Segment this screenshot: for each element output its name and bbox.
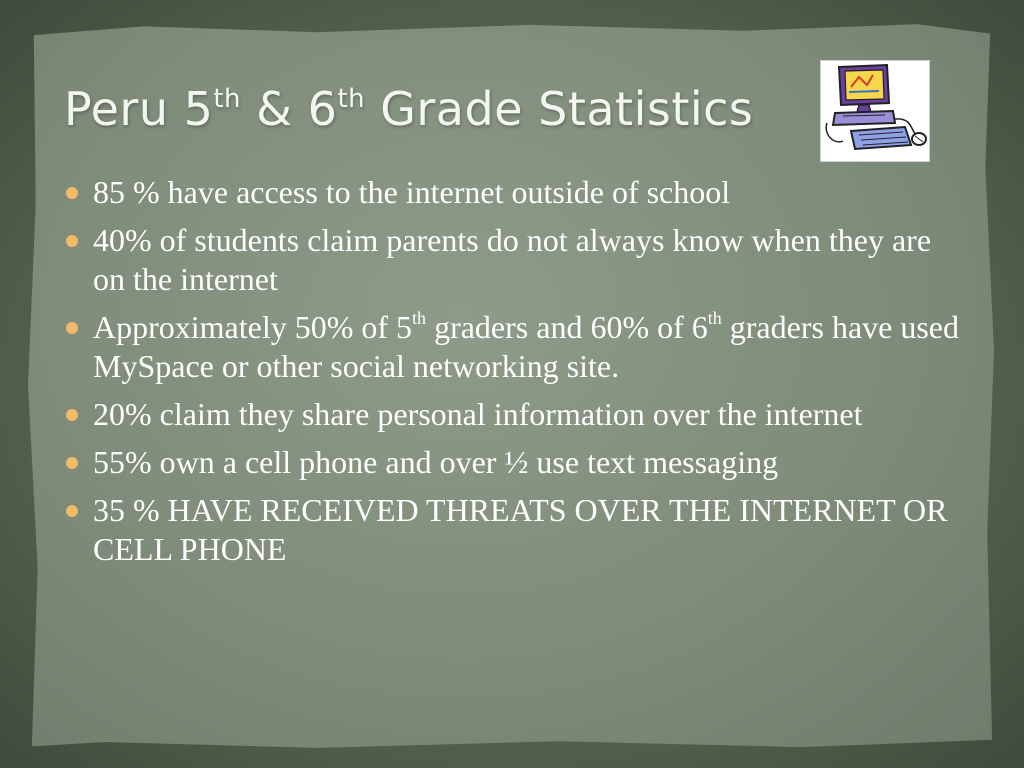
title-part-2: & 6: [241, 82, 338, 136]
bullet-dot-icon: [66, 235, 78, 247]
bullet-dot-icon: [66, 505, 78, 517]
bullet-dot-icon: [66, 322, 78, 334]
computer-clipart-icon: [820, 60, 930, 162]
bullet-text-part-1: Approximately 50% of 5: [93, 309, 413, 345]
bullet-dot-icon: [66, 457, 78, 469]
bullet-item-threats: [66, 491, 966, 569]
title-superscript-1: th: [213, 84, 242, 114]
bullet-item-social-networking: [66, 308, 966, 386]
bullet-item-parents-know: [66, 221, 966, 299]
bullet-superscript-2: th: [707, 308, 722, 328]
title-part-1: Peru 5: [64, 82, 214, 136]
bullet-text: 55% own a cell phone and over ½ use text messaging: [93, 444, 779, 480]
bullet-dot-icon: [66, 187, 78, 199]
bullet-text-part-2: graders and 60% of 6: [426, 309, 708, 345]
bullet-item-cell-phone: [66, 443, 966, 482]
bullet-superscript-1: th: [412, 308, 427, 328]
title-superscript-2: th: [337, 84, 366, 114]
title-part-3: Grade Statistics: [365, 82, 754, 136]
bullet-dot-icon: [66, 409, 78, 421]
bullet-text: 35 % HAVE RECEIVED THREATS OVER THE INTERNET OR CELL PHONE: [93, 492, 948, 567]
bullet-text: 40% of students claim parents do not always know when they are on the internet: [93, 222, 932, 297]
bullet-text: 20% claim they share personal information over the internet: [93, 396, 863, 432]
bullet-text: 85 % have access to the internet outside of school: [93, 174, 731, 210]
slide-title: [64, 82, 753, 136]
bullet-text-part-3: graders have used MySpace or other social networking site.: [93, 309, 959, 384]
bullet-list: [66, 173, 966, 578]
bullet-item-internet-access: [66, 173, 966, 212]
bullet-item-personal-info: [66, 395, 966, 434]
